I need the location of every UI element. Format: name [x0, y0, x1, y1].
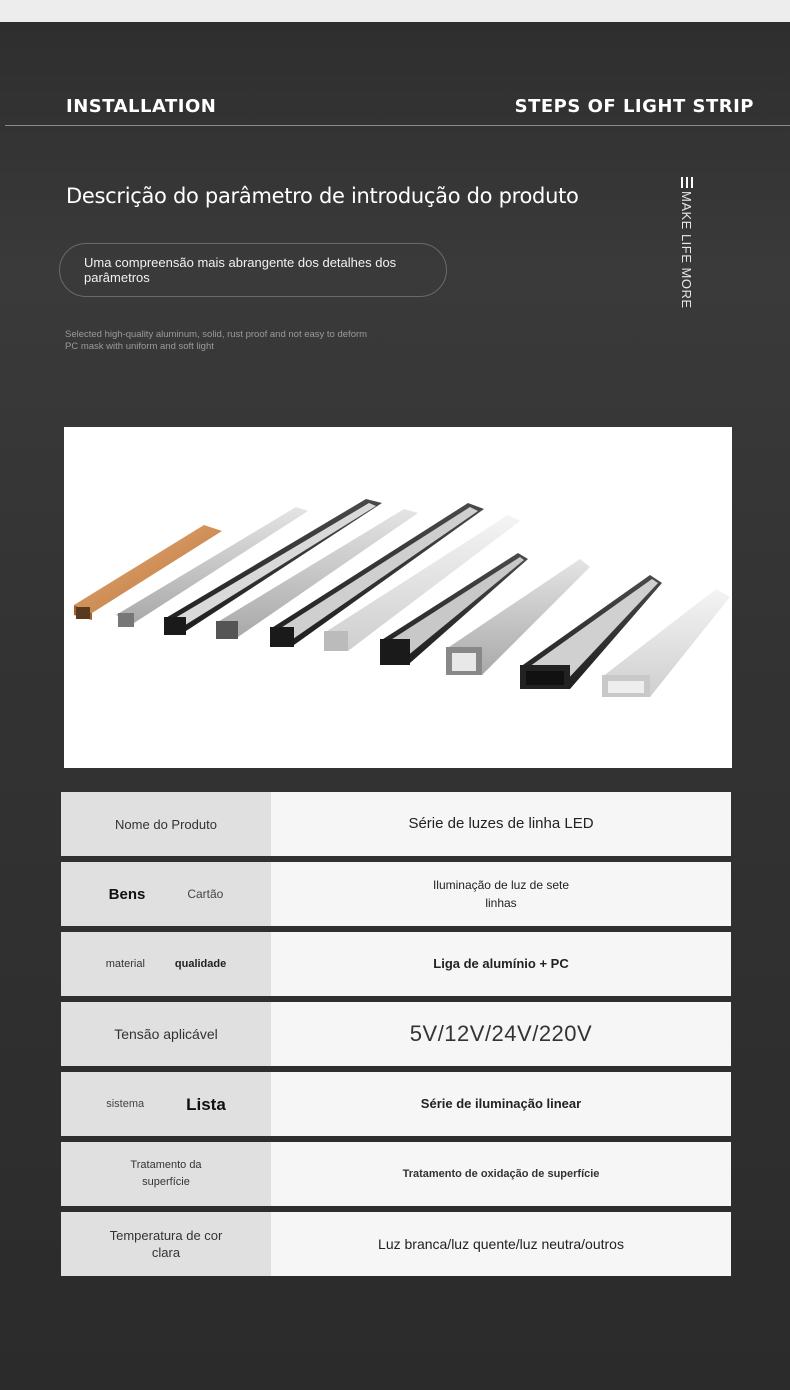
spec-value: Luz branca/luz quente/luz neutra/outros	[271, 1212, 731, 1276]
spec-row-system	[61, 1072, 731, 1136]
aluminum-profiles-illustration	[64, 427, 732, 768]
spec-row-goods	[61, 862, 731, 926]
spec-value: Série de iluminação linear	[271, 1072, 731, 1136]
spec-row-material	[61, 932, 731, 996]
spec-row-surface	[61, 1142, 731, 1206]
page-background	[0, 22, 790, 1390]
installation-heading: INSTALLATION	[66, 96, 217, 117]
spec-label: Tensão aplicável	[61, 1002, 271, 1066]
spec-value: Tratamento de oxidação de superfície	[271, 1142, 731, 1206]
spec-label-part-1: Bens	[108, 885, 146, 903]
spec-label	[61, 1142, 271, 1206]
spec-label-part-1: material	[105, 957, 145, 970]
spec-label-line-1: Tratamento da	[130, 1159, 202, 1171]
spec-value	[271, 862, 731, 926]
spec-label	[61, 1212, 271, 1276]
fine-print-line-2: PC mask with uniform and soft light	[65, 341, 214, 352]
spec-value-line-2: linhas	[485, 896, 517, 910]
fine-print	[65, 329, 367, 353]
spec-table	[61, 792, 731, 1282]
spec-label-part-1: sistema	[106, 1097, 145, 1110]
subtitle-pill	[59, 243, 447, 297]
spec-value: Série de luzes de linha LED	[271, 792, 731, 856]
spec-label-line-2: superfície	[142, 1176, 190, 1188]
fine-print-line-1: Selected high-quality aluminum, solid, rust proof and not easy to deform	[65, 329, 368, 340]
spec-label-part-2: Lista	[186, 1094, 226, 1114]
spec-label	[61, 1072, 271, 1136]
steps-heading: STEPS OF LIGHT STRIP	[514, 96, 754, 117]
vertical-slogan-text: MAKE LIFE MORE	[679, 191, 694, 309]
spec-row-product-name	[61, 792, 731, 856]
subtitle-pill-text: Uma compreensão mais abrangente dos detalhes dos parâmetros	[84, 255, 397, 285]
spec-row-voltage	[61, 1002, 731, 1066]
spec-row-color-temp	[61, 1212, 731, 1276]
spec-label: Nome do Produto	[61, 792, 271, 856]
product-photo	[64, 427, 732, 768]
vertical-slogan	[679, 177, 695, 307]
menu-bars-icon	[681, 177, 693, 188]
spec-value-line-1: Iluminação de luz de sete	[432, 878, 570, 892]
spec-value: Liga de alumínio + PC	[271, 932, 731, 996]
spec-label	[61, 932, 271, 996]
section-title: Descrição do parâmetro de introdução do produto	[66, 184, 579, 208]
spec-label-part-2: Cartão	[187, 886, 224, 901]
spec-label-line-2: clara	[151, 1245, 181, 1260]
spec-value: 5V/12V/24V/220V	[271, 1002, 731, 1066]
spec-label-part-2: qualidade	[174, 957, 227, 970]
spec-label	[61, 862, 271, 926]
spec-label-line-1: Temperatura de cor	[109, 1228, 223, 1243]
header-divider	[5, 125, 790, 126]
